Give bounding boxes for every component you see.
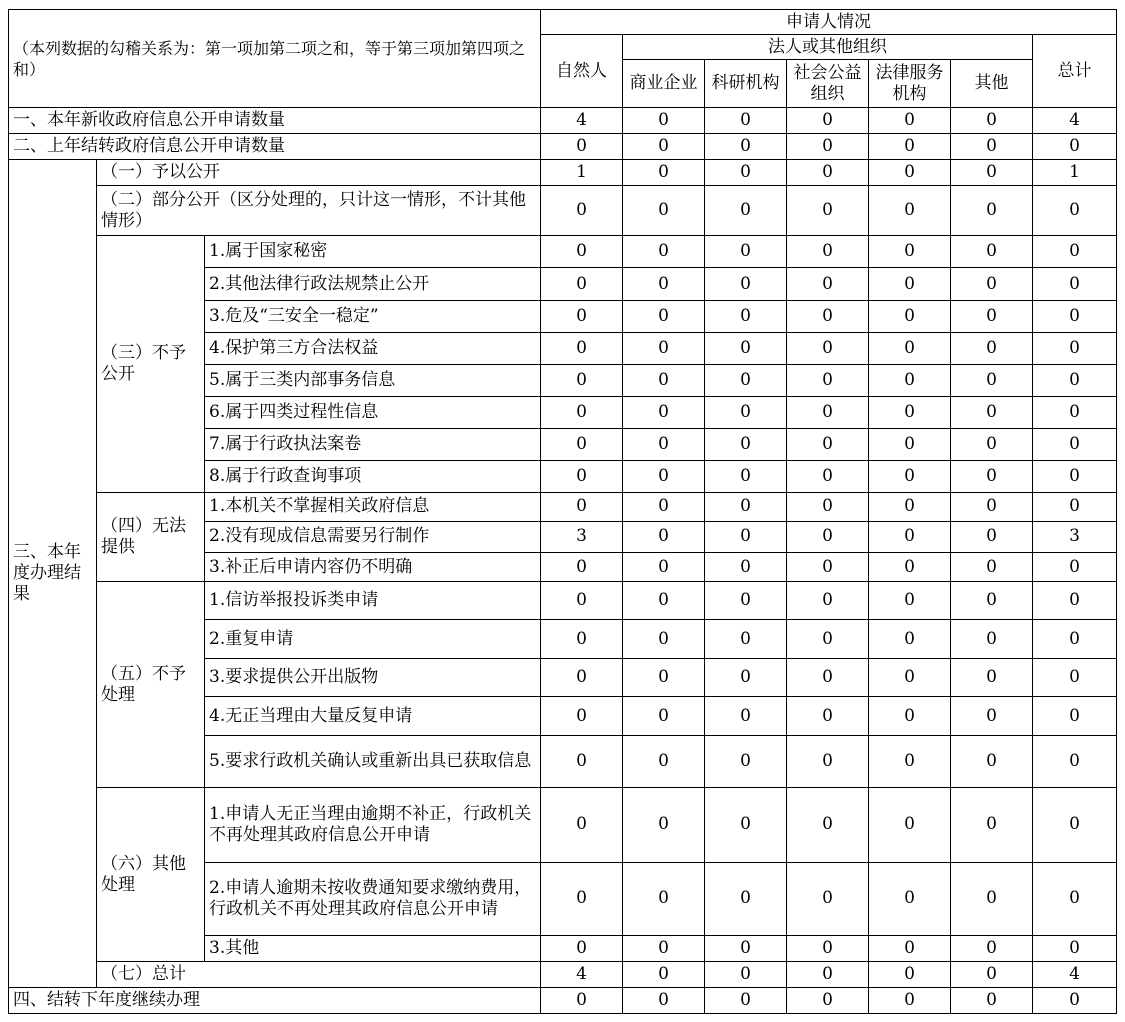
value-cell: 0 [869,987,951,1013]
row-label-total: （七）总计 [97,961,541,987]
table-row [9,134,1117,160]
social-header: 社会公益组织 [787,60,869,108]
value-cell: 4 [1033,961,1117,987]
value-cell: 0 [541,134,623,160]
value-cell: 0 [787,659,869,697]
value-cell: 0 [787,268,869,300]
value-cell: 0 [705,788,787,862]
value-cell: 0 [951,396,1033,428]
value-cell: 0 [951,160,1033,186]
value-cell: 0 [869,268,951,300]
total-header: 总计 [1033,35,1117,108]
natural-person-header: 自然人 [541,35,623,108]
research-header: 科研机构 [705,60,787,108]
value-cell: 0 [951,268,1033,300]
value-cell: 0 [705,582,787,620]
value-cell: 0 [541,396,623,428]
value-cell: 0 [541,697,623,736]
value-cell: 0 [1033,620,1117,659]
value-cell: 0 [787,553,869,582]
value-cell: 0 [623,553,705,582]
item-label: 3.要求提供公开出版物 [205,659,541,697]
value-cell: 0 [787,160,869,186]
value-cell: 0 [705,134,787,160]
value-cell: 0 [1033,582,1117,620]
value-cell: 0 [623,492,705,521]
item-label: 1.信访举报投诉类申请 [205,582,541,620]
item-label: 2.重复申请 [205,620,541,659]
value-cell: 0 [623,300,705,332]
value-cell: 0 [623,108,705,134]
item-label: 6.属于四类过程性信息 [205,396,541,428]
value-cell: 0 [869,862,951,935]
item-label: 1.申请人无正当理由逾期不补正，行政机关不再处理其政府信息公开申请 [205,788,541,862]
value-cell: 0 [541,236,623,268]
item-label: 2.没有现成信息需要另行制作 [205,521,541,552]
disclosure-statistics-table [8,9,1117,1014]
value-cell: 0 [869,186,951,236]
item-label: 3.其他 [205,935,541,961]
group-not-processed-label: （五）不予处理 [97,582,205,788]
value-cell: 1 [541,160,623,186]
value-cell: 0 [869,788,951,862]
value-cell: 0 [1033,553,1117,582]
value-cell: 0 [705,268,787,300]
value-cell: 0 [1033,987,1117,1013]
value-cell: 0 [869,736,951,788]
table-body [9,10,1117,1014]
value-cell: 0 [541,736,623,788]
value-cell: 0 [869,160,951,186]
value-cell: 0 [869,460,951,492]
value-cell: 0 [623,268,705,300]
item-label: 2.申请人逾期未按收费通知要求缴纳费用，行政机关不再处理其政府信息公开申请 [205,862,541,935]
value-cell: 0 [1033,268,1117,300]
legal-group-header: 法人或其他组织 [623,35,1033,60]
value-cell: 0 [705,521,787,552]
row-label-disclosed: （一）予以公开 [97,160,541,186]
value-cell: 0 [623,428,705,460]
group-other-processing-label: （六）其他处理 [97,788,205,961]
item-label: 1.本机关不掌握相关政府信息 [205,492,541,521]
value-cell: 0 [1033,332,1117,364]
value-cell: 0 [705,935,787,961]
value-cell: 0 [869,935,951,961]
value-cell: 0 [705,428,787,460]
value-cell: 0 [951,108,1033,134]
value-cell: 3 [1033,521,1117,552]
value-cell: 0 [541,987,623,1013]
value-cell: 0 [705,620,787,659]
value-cell: 0 [869,582,951,620]
value-cell: 0 [623,788,705,862]
value-cell: 0 [541,935,623,961]
value-cell: 0 [1033,364,1117,396]
value-cell: 0 [951,300,1033,332]
value-cell: 0 [787,987,869,1013]
value-cell: 0 [869,659,951,697]
item-label: 3.危及“三安全一稳定” [205,300,541,332]
value-cell: 0 [623,186,705,236]
value-cell: 0 [705,697,787,736]
value-cell: 0 [787,736,869,788]
value-cell: 0 [623,862,705,935]
other-header: 其他 [951,60,1033,108]
value-cell: 0 [869,620,951,659]
item-label: 1.属于国家秘密 [205,236,541,268]
row-label-new-applications: 一、本年新收政府信息公开申请数量 [9,108,541,134]
value-cell: 0 [541,788,623,862]
item-label: 7.属于行政执法案卷 [205,428,541,460]
value-cell: 0 [787,862,869,935]
value-cell: 0 [705,396,787,428]
value-cell: 0 [951,659,1033,697]
item-label: 5.属于三类内部事务信息 [205,364,541,396]
value-cell: 0 [705,332,787,364]
value-cell: 0 [623,521,705,552]
commercial-header: 商业企业 [623,60,705,108]
value-cell: 0 [951,582,1033,620]
value-cell: 0 [787,697,869,736]
value-cell: 0 [1033,862,1117,935]
value-cell: 0 [951,620,1033,659]
value-cell: 0 [541,492,623,521]
value-cell: 0 [951,521,1033,552]
value-cell: 0 [869,492,951,521]
value-cell: 0 [705,553,787,582]
value-cell: 0 [623,332,705,364]
value-cell: 0 [951,697,1033,736]
value-cell: 0 [951,236,1033,268]
value-cell: 0 [1033,396,1117,428]
value-cell: 0 [787,521,869,552]
value-cell: 0 [705,736,787,788]
value-cell: 0 [787,134,869,160]
value-cell: 0 [541,460,623,492]
value-cell: 0 [787,620,869,659]
table-row [9,186,1117,236]
value-cell: 0 [541,620,623,659]
value-cell: 0 [623,160,705,186]
value-cell: 1 [1033,160,1117,186]
value-cell: 0 [623,659,705,697]
group-not-disclosed-label: （三）不予公开 [97,236,205,493]
item-label: 2.其他法律行政法规禁止公开 [205,268,541,300]
value-cell: 0 [705,300,787,332]
value-cell: 0 [541,659,623,697]
value-cell: 0 [951,428,1033,460]
value-cell: 0 [623,134,705,160]
item-label: 8.属于行政查询事项 [205,460,541,492]
value-cell: 0 [787,236,869,268]
row-label-carried-over: 二、上年结转政府信息公开申请数量 [9,134,541,160]
value-cell: 0 [869,697,951,736]
value-cell: 0 [787,396,869,428]
value-cell: 0 [541,268,623,300]
item-label: 4.无正当理由大量反复申请 [205,697,541,736]
value-cell: 0 [951,364,1033,396]
value-cell: 0 [787,186,869,236]
value-cell: 0 [869,108,951,134]
value-cell: 4 [1033,108,1117,134]
value-cell: 0 [705,987,787,1013]
legal-service-header: 法律服务机构 [869,60,951,108]
value-cell: 0 [1033,935,1117,961]
table-row [9,961,1117,987]
value-cell: 0 [1033,300,1117,332]
value-cell: 0 [623,935,705,961]
value-cell: 0 [705,862,787,935]
table-row [9,160,1117,186]
value-cell: 0 [623,396,705,428]
value-cell: 0 [541,186,623,236]
value-cell: 0 [705,186,787,236]
value-cell: 0 [869,521,951,552]
value-cell: 0 [623,582,705,620]
value-cell: 0 [869,236,951,268]
value-cell: 0 [705,659,787,697]
applicant-header: 申请人情况 [541,10,1117,35]
value-cell: 4 [541,108,623,134]
value-cell: 0 [541,364,623,396]
item-label: 5.要求行政机关确认或重新出具已获取信息 [205,736,541,788]
value-cell: 0 [787,300,869,332]
value-cell: 0 [1033,428,1117,460]
table-row [9,582,1117,620]
value-cell: 0 [787,332,869,364]
value-cell: 0 [705,160,787,186]
value-cell: 0 [705,492,787,521]
value-cell: 0 [623,236,705,268]
table-row [9,788,1117,862]
value-cell: 0 [1033,134,1117,160]
value-cell: 0 [787,935,869,961]
value-cell: 0 [787,492,869,521]
value-cell: 0 [951,935,1033,961]
value-cell: 0 [787,460,869,492]
value-cell: 0 [951,987,1033,1013]
ledger-note: （本列数据的勾稽关系为：第一项加第二项之和，等于第三项加第四项之和） [9,10,541,108]
table-row [9,236,1117,268]
value-cell: 0 [951,460,1033,492]
value-cell: 0 [787,364,869,396]
value-cell: 0 [541,300,623,332]
value-cell: 0 [869,332,951,364]
value-cell: 0 [951,492,1033,521]
value-cell: 0 [623,620,705,659]
value-cell: 0 [705,364,787,396]
table-row [9,987,1117,1013]
table-row [9,108,1117,134]
value-cell: 0 [541,553,623,582]
value-cell: 0 [1033,492,1117,521]
item-label: 4.保护第三方合法权益 [205,332,541,364]
value-cell: 0 [541,332,623,364]
row-label-carry-forward: 四、结转下年度继续办理 [9,987,541,1013]
value-cell: 4 [541,961,623,987]
value-cell: 0 [951,961,1033,987]
value-cell: 0 [951,134,1033,160]
section-three-label: 三、本年度办理结果 [9,160,97,988]
value-cell: 0 [869,364,951,396]
value-cell: 0 [951,862,1033,935]
value-cell: 0 [623,460,705,492]
group-cannot-provide-label: （四）无法提供 [97,492,205,581]
value-cell: 0 [951,553,1033,582]
value-cell: 0 [1033,697,1117,736]
value-cell: 0 [705,108,787,134]
value-cell: 0 [787,961,869,987]
value-cell: 0 [951,332,1033,364]
value-cell: 0 [705,236,787,268]
value-cell: 0 [1033,460,1117,492]
value-cell: 3 [541,521,623,552]
value-cell: 0 [623,364,705,396]
value-cell: 0 [869,134,951,160]
value-cell: 0 [951,186,1033,236]
value-cell: 0 [705,460,787,492]
value-cell: 0 [787,108,869,134]
value-cell: 0 [1033,788,1117,862]
value-cell: 0 [869,553,951,582]
value-cell: 0 [541,428,623,460]
item-label: 3.补正后申请内容仍不明确 [205,553,541,582]
table-row [9,492,1117,521]
value-cell: 0 [1033,659,1117,697]
value-cell: 0 [541,582,623,620]
value-cell: 0 [787,428,869,460]
value-cell: 0 [869,300,951,332]
value-cell: 0 [1033,736,1117,788]
value-cell: 0 [787,582,869,620]
value-cell: 0 [869,428,951,460]
value-cell: 0 [951,788,1033,862]
value-cell: 0 [1033,236,1117,268]
value-cell: 0 [623,736,705,788]
value-cell: 0 [1033,186,1117,236]
value-cell: 0 [869,961,951,987]
value-cell: 0 [541,862,623,935]
row-label-partially-disclosed: （二）部分公开（区分处理的，只计这一情形，不计其他情形） [97,186,541,236]
value-cell: 0 [705,961,787,987]
value-cell: 0 [869,396,951,428]
value-cell: 0 [787,788,869,862]
value-cell: 0 [623,961,705,987]
value-cell: 0 [951,736,1033,788]
value-cell: 0 [623,987,705,1013]
value-cell: 0 [623,697,705,736]
